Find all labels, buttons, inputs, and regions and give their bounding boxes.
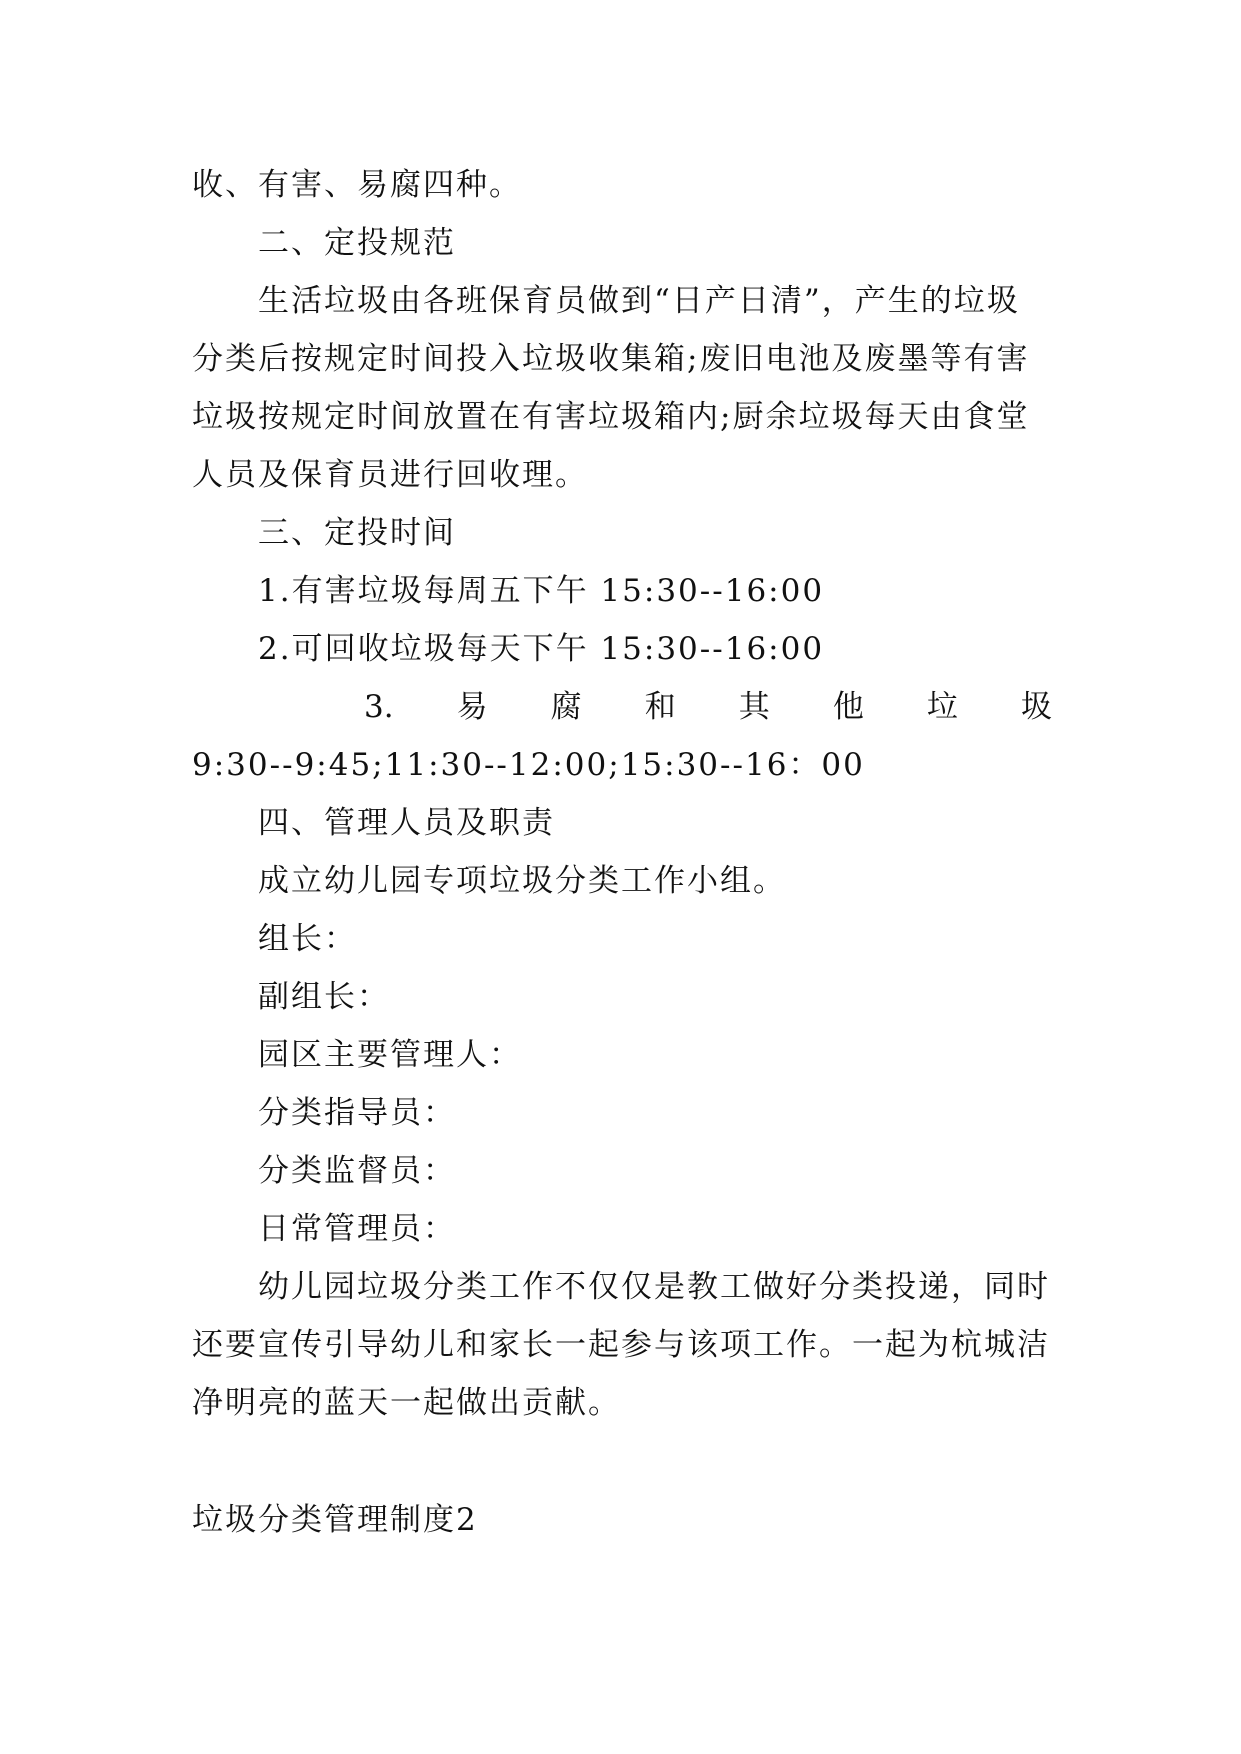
- schedule-item-justified: [192, 687, 1052, 727]
- paragraph-line: 生活垃圾由各班保育员做到“日产日清”，产生的垃圾: [258, 283, 1020, 319]
- schedule-times: 9:30--9:45;11:30--12:00;15:30--16：00: [192, 747, 865, 783]
- schedule-item: 2.可回收垃圾每天下午 15:30--16:00: [258, 631, 825, 667]
- section-heading: 三、定投时间: [258, 515, 456, 551]
- justified-word: 垃: [926, 689, 958, 725]
- justified-word: 腐: [550, 689, 582, 725]
- role-line: 日常管理员：: [258, 1211, 456, 1247]
- justified-word: 其: [738, 689, 770, 725]
- section-heading: 二、定投规范: [258, 225, 456, 261]
- paragraph-line: 成立幼儿园专项垃圾分类工作小组。: [258, 863, 786, 899]
- paragraph-line: 垃圾按规定时间放置在有害垃圾箱内;厨余垃圾每天由食堂: [192, 399, 1030, 435]
- justified-word: 圾: [1020, 689, 1052, 725]
- paragraph-line: 净明亮的蓝天一起做出贡献。: [192, 1385, 621, 1421]
- schedule-item: 1.有害垃圾每周五下午 15:30--16:00: [258, 573, 825, 609]
- section-heading: 四、管理人员及职责: [258, 805, 555, 841]
- role-line: 分类监督员：: [258, 1153, 456, 1189]
- justified-word: 和: [644, 689, 676, 725]
- justified-word: 他: [832, 689, 864, 725]
- justified-word: 3.: [364, 689, 394, 725]
- role-line: 分类指导员：: [258, 1095, 456, 1131]
- justified-word: 易: [456, 689, 488, 725]
- role-line: 副组长：: [258, 979, 390, 1015]
- paragraph-line: 收、有害、易腐四种。: [192, 167, 522, 203]
- role-line: 组长：: [258, 921, 357, 957]
- paragraph-line: 还要宣传引导幼儿和家长一起参与该项工作。一起为杭城洁: [192, 1327, 1050, 1363]
- paragraph-line: 幼儿园垃圾分类工作不仅仅是教工做好分类投递，同时: [258, 1269, 1050, 1305]
- document-title: 垃圾分类管理制度2: [192, 1502, 478, 1538]
- paragraph-line: 人员及保育员进行回收理。: [192, 457, 588, 493]
- paragraph-line: 分类后按规定时间投入垃圾收集箱;废旧电池及废墨等有害: [192, 341, 1030, 377]
- role-line: 园区主要管理人：: [258, 1037, 522, 1073]
